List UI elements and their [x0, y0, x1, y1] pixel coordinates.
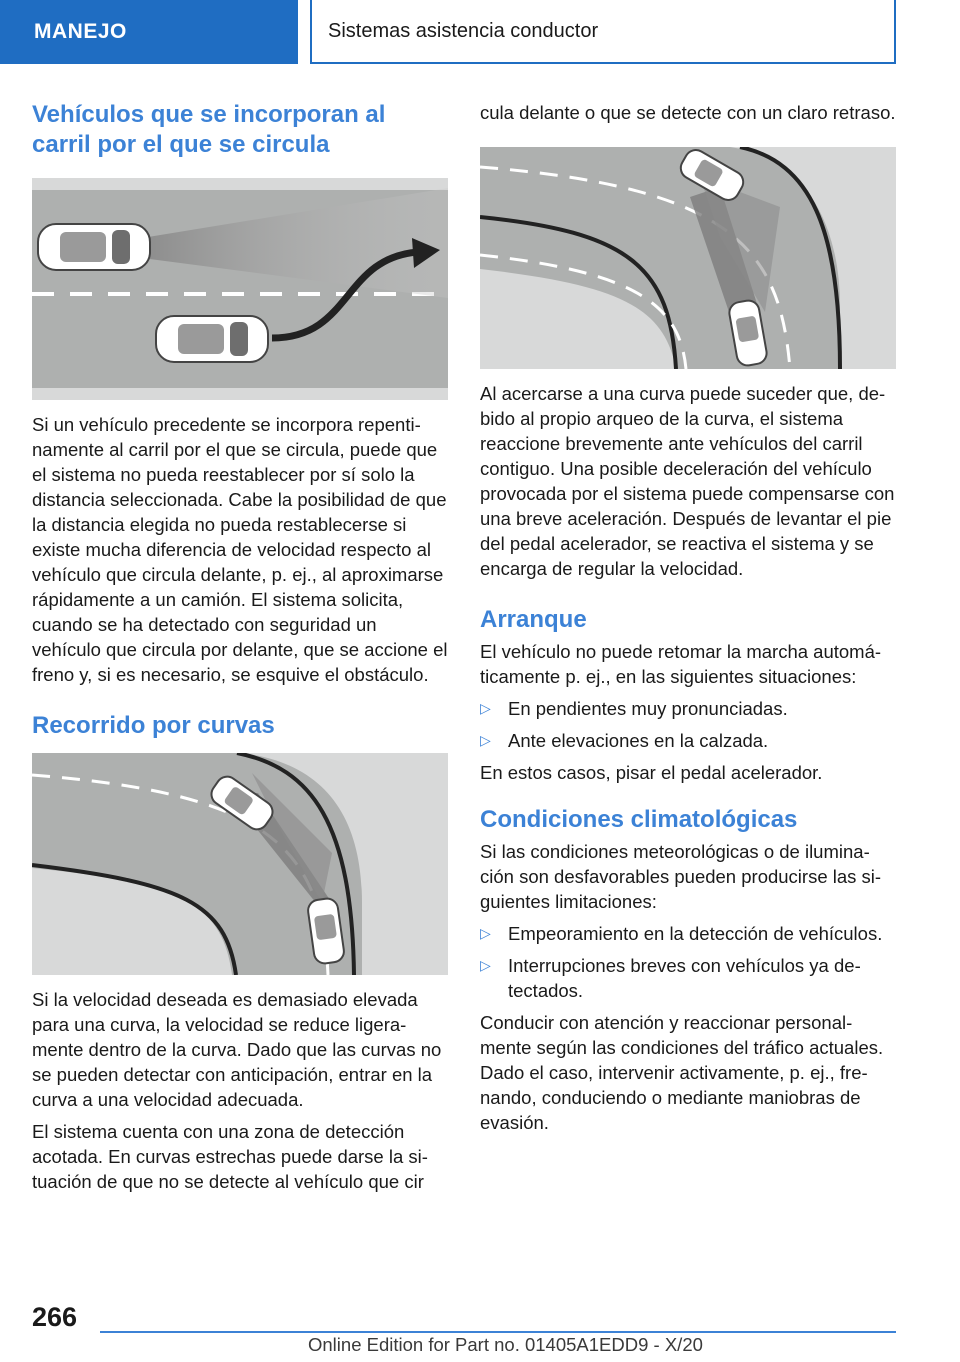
car-merging-icon: [156, 316, 268, 362]
triangle-right-icon: ▷: [480, 925, 491, 941]
footer-divider: [100, 1331, 896, 1333]
right-column: [480, 100, 896, 1142]
triangle-right-icon: ▷: [480, 732, 491, 748]
footer-edition-link[interactable]: Online Edition for Part no. 01405A1EDD9 - X/20: [308, 1334, 703, 1355]
triangle-right-icon: ▷: [480, 957, 491, 973]
list-start-situations: [480, 696, 896, 753]
list-item-text: En pendientes muy pronunciadas.: [508, 698, 788, 719]
list-item: [480, 953, 896, 1003]
figure-curve-right: [480, 147, 896, 369]
paragraph-detection-continued: cula delante o que se detecte con un claro retraso.: [480, 102, 896, 123]
left-column: [32, 100, 448, 1201]
paragraph-curve-reaction: Al acercarse a una curva puede suceder que, debido al propio arqueo de la curva, el sistema reaccione brevemente ante vehículos del carril contiguo. Una posible deceleración del vehículo provocada por el sistema puede compensarse con una breve aceleración. Después de levantar el pie del pedal acelerador, se reactiva el sistema y se encarga de regular la velocidad.: [480, 383, 895, 579]
paragraph-start: El vehículo no puede retomar la marcha automáticamente p. ej., en las siguientes situaciones:: [480, 641, 882, 687]
heading-weather: Condiciones climatológicas: [480, 806, 798, 833]
list-item: [480, 921, 896, 946]
car-front-icon: [38, 224, 150, 270]
page-number: 266: [32, 1302, 78, 1332]
figure-curve-left: [32, 753, 448, 975]
list-item-text: Empeoramiento en la detección de vehículos.: [508, 923, 883, 944]
figure-merging-vehicle: [32, 178, 448, 400]
paragraph-accelerator: En estos casos, pisar el pedal acelerador.: [480, 762, 823, 783]
list-item-text: Ante elevaciones en la calzada.: [508, 730, 769, 751]
triangle-right-icon: ▷: [480, 700, 491, 716]
list-item: [480, 728, 896, 753]
heading-merging-vehicles: Vehículos que se incorporan al carril por el que se circula: [32, 101, 386, 158]
paragraph-detection-zone: El sistema cuenta con una zona de detección acotada. En curvas estrechas puede darse la situación de que no se detecte al vehículo que cir: [32, 1121, 428, 1192]
paragraph-curve-speed: Si la velocidad deseada es demasiado elevada para una curva, la velocidad se reduce ligeramente dentro de la curva. Dado que las curvas no se pueden detectar con anticipación, entrar en la curva a una velocidad adecuada.: [32, 989, 442, 1110]
chapter-tab: MANEJO: [0, 0, 298, 64]
list-item: [480, 696, 896, 721]
section-title: Sistemas asistencia conductor: [310, 0, 896, 64]
list-item-text: Interrupciones breves con vehículos ya detectados.: [508, 955, 861, 1001]
heading-start: Arranque: [480, 606, 587, 633]
paragraph-merging: Si un vehículo precedente se incorpora repentinamente al carril por el que se circula, puede que el sistema no pueda reestablecer por sí solo la distancia seleccionada. Cabe la posibilidad de que la distancia elegida no pueda restablecerse si existe mucha diferencia de velocidad respecto al vehículo que circula delante, p. ej., al aproximarse rápidamente a un camión. El sistema solicita, cuando se ha detectado con seguridad un vehículo que circula por delante, que se accione el freno y, si es necesario, se esquive el obstáculo.: [32, 414, 448, 685]
paragraph-attention: Conducir con atención y reaccionar personalmente según las condiciones del tráfico actuales. Dado el caso, intervenir activamente, p. ej., frenando, conduciendo o mediante maniobras de evasión.: [480, 1012, 884, 1133]
paragraph-weather: Si las condiciones meteorológicas o de iluminación son desfavorables pueden producirse las siguientes limitaciones:: [480, 841, 882, 912]
list-weather-limitations: [480, 921, 896, 1003]
heading-curves: Recorrido por curvas: [32, 712, 275, 739]
